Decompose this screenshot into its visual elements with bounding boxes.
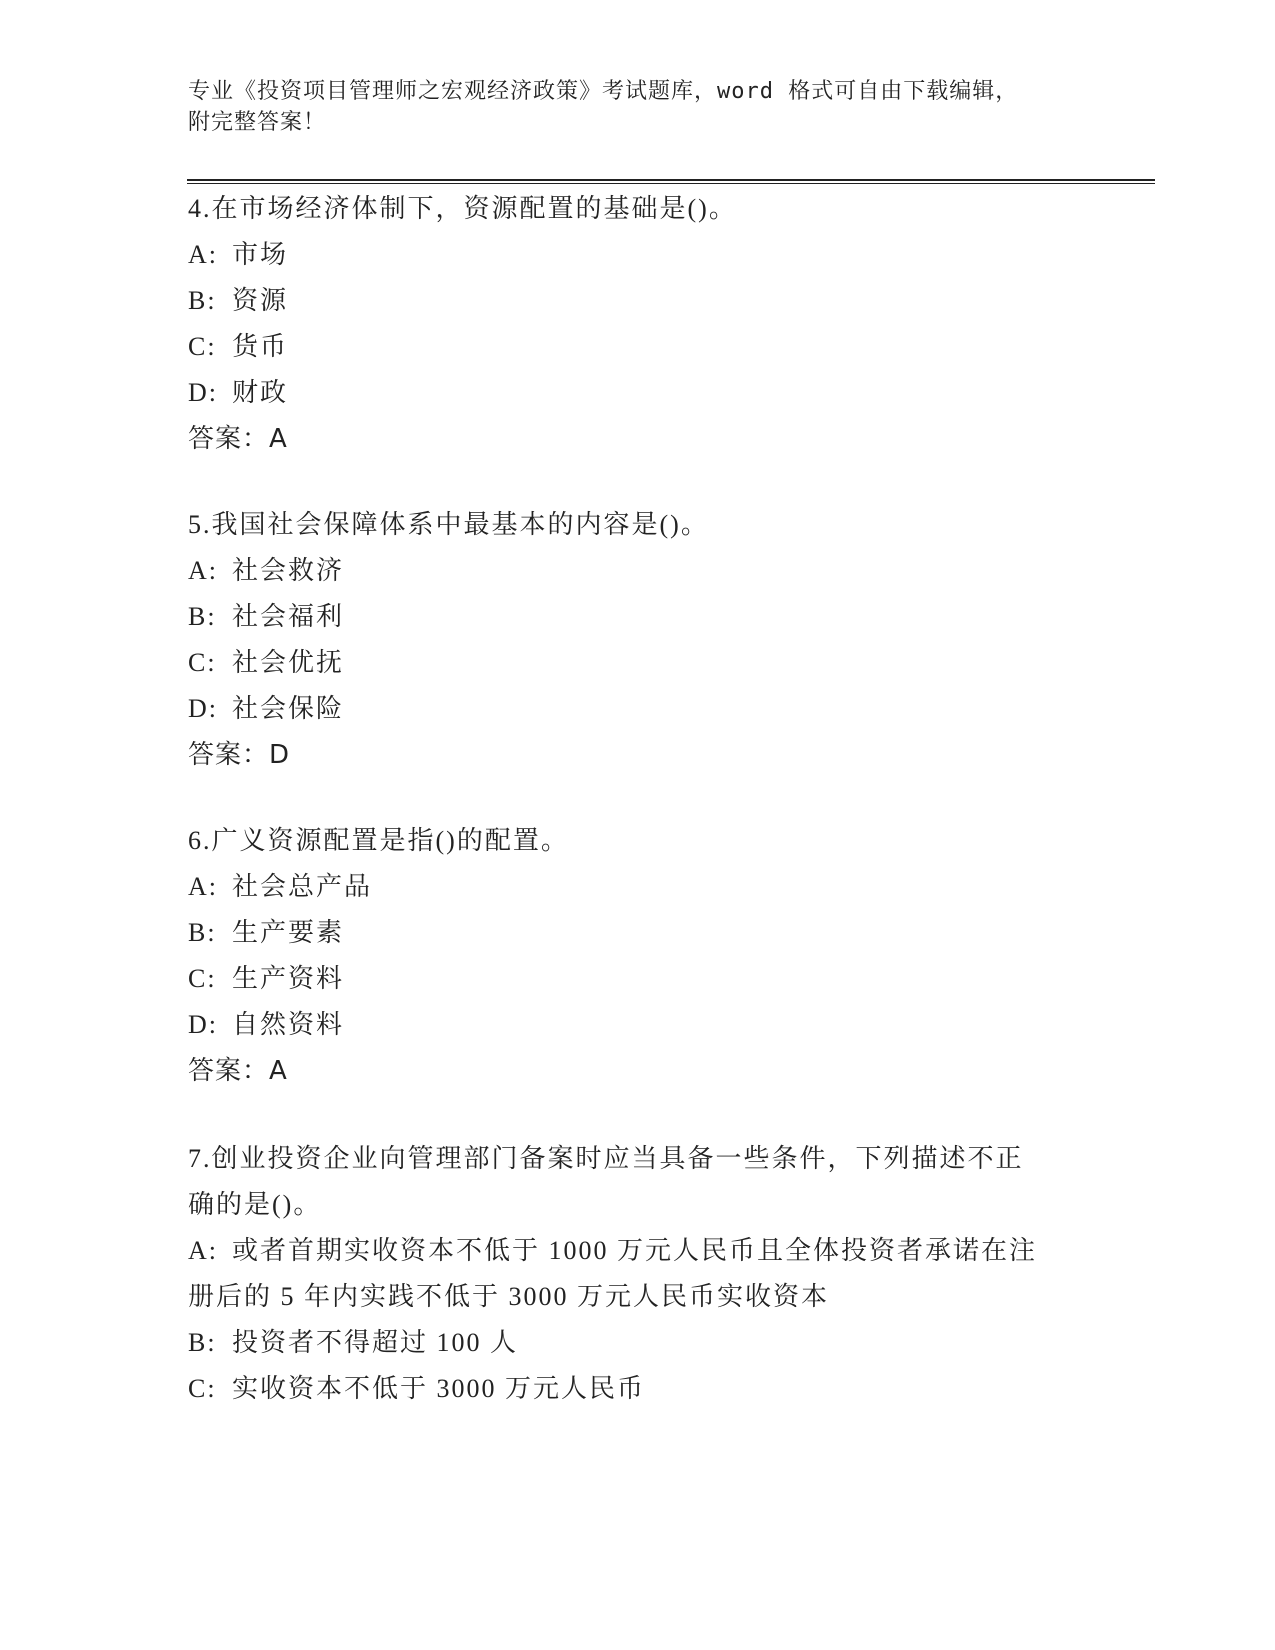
option-letter: B: (188, 602, 217, 631)
option-text: 财政 (232, 378, 289, 407)
option-text: 生产要素 (232, 918, 345, 947)
option-text: 社会救济 (232, 556, 345, 585)
option-b (188, 594, 1068, 640)
option-text: 生产资料 (232, 964, 345, 993)
option-text: 市场 (232, 240, 289, 269)
option-c (188, 640, 1068, 686)
option-a-continued: 册后的 5 年内实践不低于 3000 万元人民币实收资本 (188, 1282, 830, 1311)
option-letter: D: (188, 694, 218, 723)
question-title-line-1: 7.创业投资企业向管理部门备案时应当具备一些条件，下列描述不正 (188, 1144, 1024, 1173)
option-letter: A: (188, 556, 218, 585)
option-text: 社会总产品 (232, 872, 373, 901)
document-header (188, 76, 1068, 138)
option-c (188, 1366, 1068, 1412)
option-a (188, 1228, 1068, 1274)
option-a (188, 232, 1068, 278)
option-letter: B: (188, 1328, 217, 1357)
question-7 (188, 1136, 1068, 1412)
option-text: 实收资本不低于 3000 万元人民币 (232, 1374, 646, 1403)
header-line-1: 专业《投资项目管理师之宏观经济政策》考试题库，word 格式可自由下载编辑， (188, 79, 1019, 104)
answer: 答案：D (188, 740, 291, 770)
option-text: 资源 (232, 286, 289, 315)
option-b (188, 278, 1068, 324)
header-divider-thick (187, 179, 1155, 181)
header-divider-thin (187, 183, 1155, 184)
option-letter: C: (188, 648, 217, 677)
option-text: 自然资料 (232, 1010, 345, 1039)
question-5 (188, 502, 1068, 778)
option-text: 社会优抚 (232, 648, 345, 677)
option-a (188, 864, 1068, 910)
option-a (188, 548, 1068, 594)
option-text: 或者首期实收资本不低于 1000 万元人民币且全体投资者承诺在注 (232, 1236, 1038, 1265)
question-6 (188, 818, 1068, 1094)
question-title-line-2: 确的是()。 (188, 1190, 322, 1219)
option-d (188, 1002, 1068, 1048)
option-b (188, 910, 1068, 956)
option-letter: C: (188, 964, 217, 993)
option-letter: C: (188, 1374, 217, 1403)
question-4 (188, 186, 1068, 462)
option-c (188, 956, 1068, 1002)
option-text: 社会福利 (232, 602, 345, 631)
option-text: 投资者不得超过 100 人 (232, 1328, 519, 1357)
option-letter: B: (188, 918, 217, 947)
option-letter: A: (188, 872, 218, 901)
option-b (188, 1320, 1068, 1366)
option-letter: A: (188, 240, 218, 269)
option-letter: D: (188, 378, 218, 407)
option-c (188, 324, 1068, 370)
question-title: 6.广义资源配置是指()的配置。 (188, 826, 569, 855)
option-letter: B: (188, 286, 217, 315)
option-d (188, 370, 1068, 416)
question-title: 5.我国社会保障体系中最基本的内容是()。 (188, 510, 709, 539)
question-title: 4.在市场经济体制下，资源配置的基础是()。 (188, 194, 737, 223)
answer: 答案：A (188, 424, 288, 454)
option-text: 货币 (232, 332, 289, 361)
answer: 答案：A (188, 1056, 288, 1086)
option-letter: D: (188, 1010, 218, 1039)
header-line-2: 附完整答案！ (188, 110, 327, 135)
option-letter: C: (188, 332, 217, 361)
option-letter: A: (188, 1236, 218, 1265)
option-d (188, 686, 1068, 732)
option-text: 社会保险 (232, 694, 345, 723)
